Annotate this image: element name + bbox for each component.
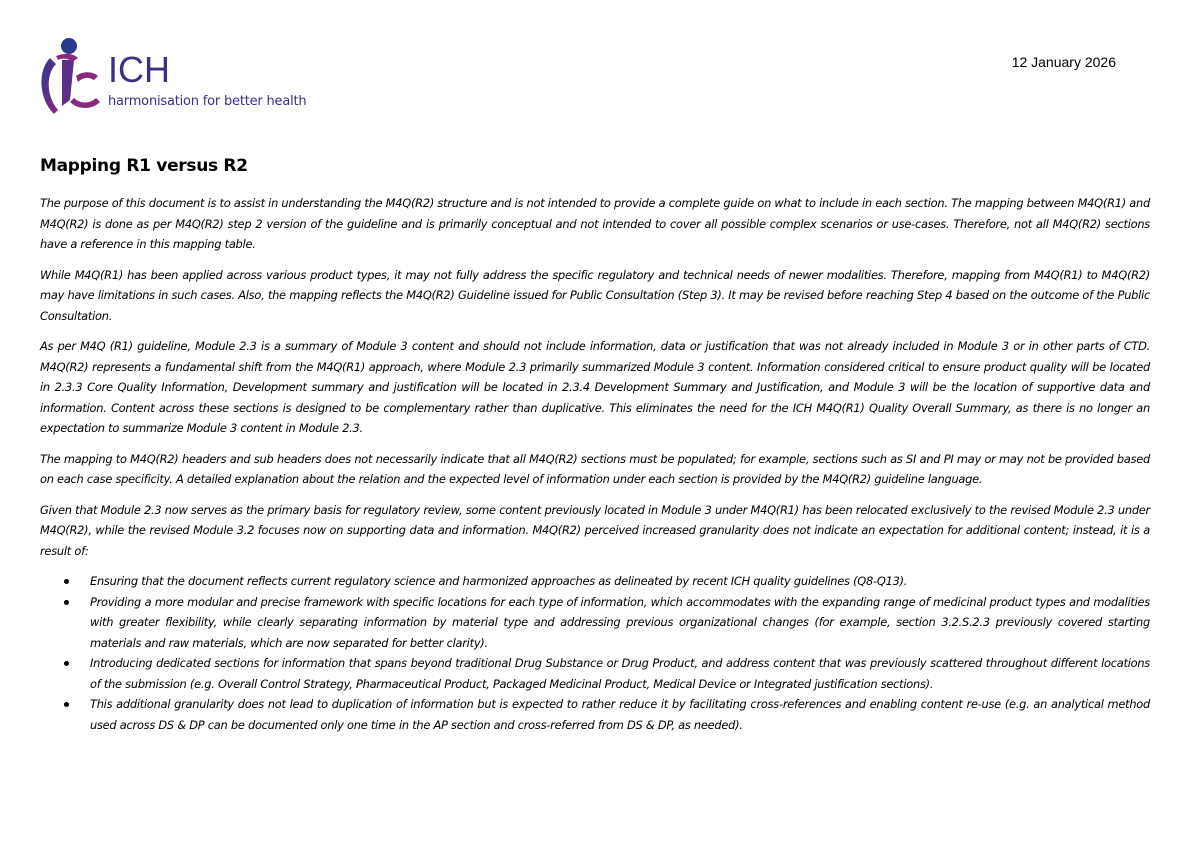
list-item <box>40 592 1150 654</box>
ich-logo <box>36 36 307 122</box>
paragraph-granularity: Given that Module 2.3 now serves as the primary basis for regulatory review, some content previously located in Module 3 under M4Q(R1) has been relocated exclusively to the revised Module 2.3 under M4Q(R2), while the revised Module 3.2 focuses now on supporting data and information. M4Q(R2) perceived increased granularity does not indicate an expectation for additional content; instead, it is a result of: <box>40 502 1150 558</box>
document-title: Mapping R1 versus R2 <box>40 156 248 176</box>
paragraph-limitations: While M4Q(R1) has been applied across various product types, it may not fully address the specific regulatory and technical needs of newer modalities. Therefore, mapping from M4Q(R1) to M4Q(R2) may have limitations in such cases. Also, the mapping reflects the M4Q(R2) Guideline issued for Public Consultation (Step 3). It may be revised before reaching Step 4 based on the outcome of the Public Consultation. <box>40 267 1150 323</box>
document-body <box>40 156 1150 735</box>
bullet-icon <box>64 661 69 666</box>
list-item <box>40 694 1150 735</box>
paragraph-purpose: The purpose of this document is to assist in understanding the M4Q(R2) structure and is not intended to provide a complete guide on what to include in each section. The mapping between M4Q(R1) and M4Q(R2) is done as per M4Q(R2) step 2 version of the guideline and is primarily conceptual and not intended to cover all possible complex scenarios or use-cases. Therefore, not all M4Q(R2) sections have a reference in this mapping table. <box>40 196 1150 251</box>
list-item-text: Ensuring that the document reflects current regulatory science and harmonized approaches as delineated by recent ICH quality guidelines (Q8-Q13). <box>90 574 908 588</box>
logo-tagline: harmonisation for better health <box>108 94 307 109</box>
list-item <box>40 653 1150 694</box>
logo-wordmark: ICH <box>108 49 170 90</box>
document-date: 12 January 2026 <box>1011 54 1116 70</box>
paragraph-module-summary: As per M4Q (R1) guideline, Module 2.3 is a summary of Module 3 content and should not include information, data or justification that was not already included in Module 3 or in other parts of CTD. M4Q(R2) represents a fundamental shift from the M4Q(R1) approach, where Module 2.3 primarily summarized Module 3 content. Information considered critical to ensure product quality will be located in 2.3.3 Core Quality Information, Development summary and justification will be located in 2.3.4 Development Summary and Justification, and Module 3 will be the location of supportive data and information. Content across these sections is designed to be complementary rather than duplicative. This eliminates the need for the ICH M4Q(R1) Quality Overall Summary, as there is no longer an expectation to summarize Module 3 content in Module 2.3. <box>40 339 1150 435</box>
list-item <box>40 571 1150 592</box>
granularity-reasons-list <box>40 571 1150 735</box>
list-item-text: Providing a more modular and precise framework with specific locations for each type of information, which accommodates with the expanding range of medicinal product types and modalities with greater flexibility, while clearly separating information by material type and addressing previous organizational changes (for example, section 3.2.S.2.3 previously covered starting materials and raw materials, which are now separated for better clarity). <box>90 594 1150 650</box>
bullet-icon <box>64 579 69 584</box>
bullet-icon <box>64 702 69 707</box>
ich-logo-mark-icon <box>36 36 116 122</box>
list-item-text: This additional granularity does not lead to duplication of information but is expected to rather reduce it by facilitating cross-references and enabling content re-use (e.g. an analytical method used across DS & DP can be documented only one time in the AP section and cross-referred from DS & DP, as needed). <box>90 697 1150 732</box>
bullet-icon <box>64 600 69 605</box>
list-item-text: Introducing dedicated sections for information that spans beyond traditional Drug Substance or Drug Product, and address content that was previously scattered throughout different locations of the submission (e.g. Overall Control Strategy, Pharmaceutical Product, Packaged Medicinal Product, Medical Device or Integrated justification sections). <box>90 656 1150 691</box>
paragraph-headers-mapping: The mapping to M4Q(R2) headers and sub headers does not necessarily indicate that all M4Q(R2) sections must be populated; for example, sections such as SI and PI may or may not be provided based on each case specificity. A detailed explanation about the relation and the expected level of information under each section is provided by the M4Q(R2) guideline language. <box>40 451 1150 486</box>
